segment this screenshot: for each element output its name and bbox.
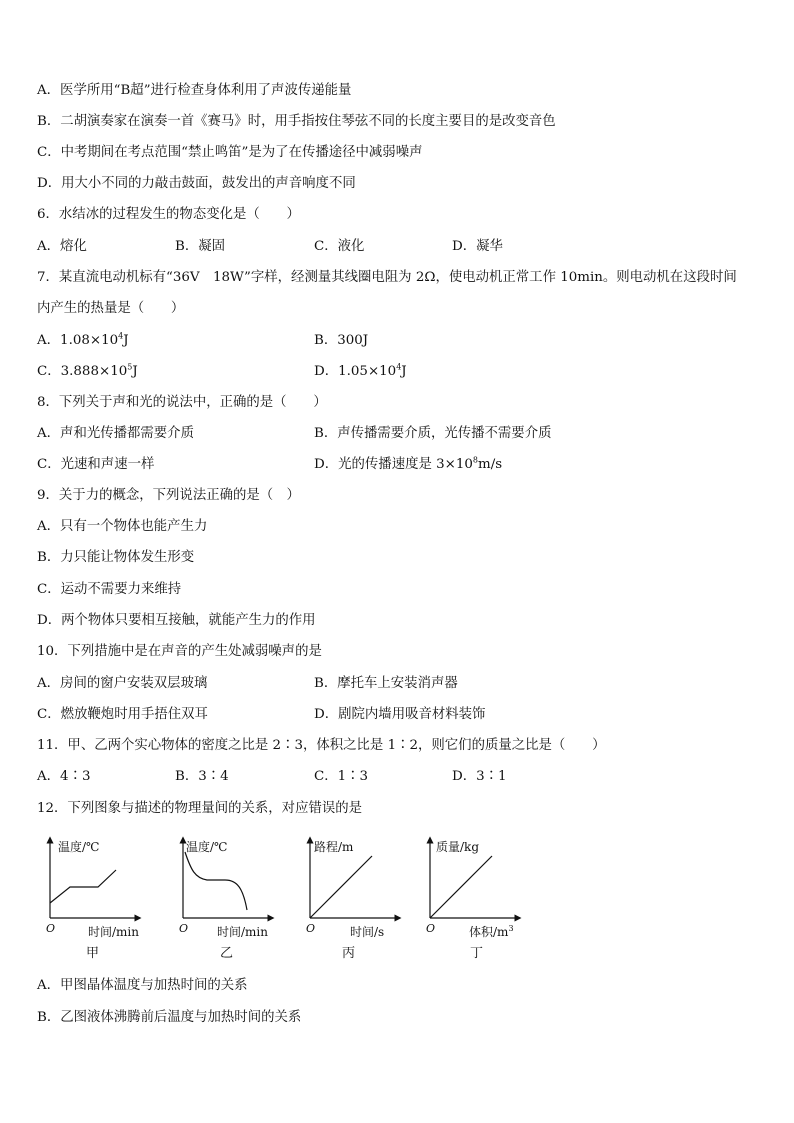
graph-yi [173,830,293,965]
q8-option-c: C．光速和声速一样 [37,457,155,472]
graph-jia [40,830,160,965]
graph-yi-ylabel: 温度/℃ [186,840,228,854]
graph-jia-ylabel: 温度/℃ [58,840,100,854]
graph-jia-name: 甲 [86,946,100,961]
q10-option-b: B．摩托车上安装消声器 [314,676,458,691]
graph-ding-xlabel: 体积$/m^3$ [469,924,514,939]
q5-option-a: A．医学所用“B超”进行检查身体利用了声波传递能量 [37,83,352,98]
q12-graphs [40,830,540,965]
q8-option-a: A．声和光传播都需要介质 [37,426,194,441]
graph-bing-name: 丙 [342,946,356,961]
graph-jia-xlabel: 时间/min [88,925,139,939]
q5-option-d: D．用大小不同的力敲击鼓面，鼓发出的声音响度不同 [37,176,356,191]
graph-ding [420,830,540,965]
q7-option-d: D．$1.05\times 10^4J$ [314,362,407,379]
q9-option-c: C．运动不需要力来维持 [37,582,182,597]
q11-option-a: A．4∶3 [37,769,91,784]
graph-yi-curve [185,852,247,910]
q7-option-a: A．$1.08\times 10^4J$ [37,331,129,348]
q7-stem-line2: 内产生的热量是（ ） [37,301,185,316]
graph-bing-origin: O [306,922,316,935]
q11-option-c: C．1∶3 [314,769,369,784]
q6-option-c: C．液化 [314,239,365,254]
q7-option-b: B．300J [314,333,369,348]
q7-option-c: C．$3.888\times 10^5J$ [37,362,138,379]
q5-option-c: C．中考期间在考点范围“禁止鸣笛”是为了在传播途径中减弱噪声 [37,145,423,160]
q7-stem-line1: 7．某直流电动机标有“36V 18W”字样，经测量其线圈电阻为 2Ω，使电动机正常工作 10min。则电动机在这段时间 [37,270,737,285]
q12-option-b: B．乙图液体沸腾前后温度与加热时间的关系 [37,1010,302,1025]
q6-stem: 6．水结冰的过程发生的物态变化是（ ） [37,207,300,222]
q10-option-a: A．房间的窗户安装双层玻璃 [37,676,208,691]
q9-option-d: D．两个物体只要相互接触，就能产生力的作用 [37,613,316,628]
q9-option-b: B．力只能让物体发生形变 [37,550,195,565]
graph-bing-xlabel: 时间/s [350,925,385,939]
q11-option-d: D．3∶1 [452,769,507,784]
graph-jia-curve [50,870,116,903]
graph-ding-line [430,856,492,918]
q9-stem: 9．关于力的概念，下列说法正确的是（ ） [37,488,300,503]
graph-bing-ylabel: 路程/m [314,840,354,854]
q6-option-b: B．凝固 [175,239,226,254]
q12-option-a: A．甲图晶体温度与加热时间的关系 [37,978,248,993]
graph-ding-name: 丁 [470,946,484,961]
graph-ding-origin: O [426,922,436,935]
graph-jia-origin: O [46,922,56,935]
q8-option-d: D．光的传播速度是 $3\times 10^8m/s$ [314,455,503,472]
graph-bing [300,830,420,965]
q5-option-b: B．二胡演奏家在演奏一首《赛马》时，用手指按住琴弦不同的长度主要目的是改变音色 [37,114,556,129]
q11-option-b: B．3∶4 [175,769,229,784]
q10-option-c: C．燃放鞭炮时用手捂住双耳 [37,707,208,722]
graph-yi-xlabel: 时间/min [217,925,268,939]
graph-bing-line [310,856,372,918]
q6-option-d: D．凝华 [452,239,503,254]
q11-stem: 11．甲、乙两个实心物体的密度之比是 2∶3，体积之比是 1∶2，则它们的质量之比是（ ） [37,738,606,753]
q9-option-a: A．只有一个物体也能产生力 [37,519,208,534]
q10-option-d: D．剧院内墙用吸音材料装饰 [314,707,486,722]
q10-stem: 10．下列措施中是在声音的产生处减弱噪声的是 [37,644,322,659]
graph-yi-name: 乙 [220,946,234,961]
q6-option-a: A．熔化 [37,239,87,254]
q8-option-b: B．声传播需要介质，光传播不需要介质 [314,426,552,441]
graph-yi-origin: O [179,922,189,935]
q8-stem: 8．下列关于声和光的说法中，正确的是（ ） [37,395,327,410]
q12-stem: 12．下列图象与描述的物理量间的关系，对应错误的是 [37,801,363,816]
graph-ding-ylabel: 质量/kg [436,840,479,854]
